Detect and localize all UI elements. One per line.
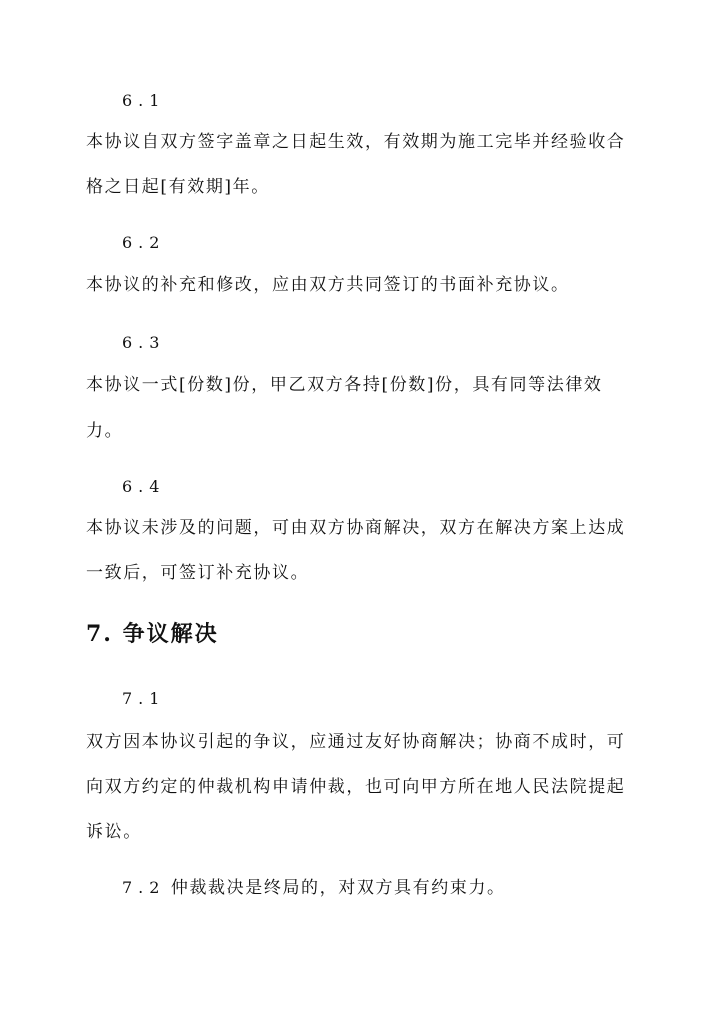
clause-7-2-text: 仲裁裁决是终局的，对双方具有约束力。 — [170, 878, 506, 898]
clause-6-3-line-2: 力。 — [86, 421, 124, 441]
clause-number-6-3: 6.3 — [122, 333, 166, 352]
clause-7-1-line-1: 双方因本协议引起的争议，应通过友好协商解决；协商不成时，可 — [86, 732, 626, 752]
clause-number-6-4: 6.4 — [122, 477, 166, 496]
clause-number-6-2: 6.2 — [122, 233, 166, 252]
clause-number-7-1: 7.1 — [122, 689, 166, 708]
clause-6-1-line-2: 格之日起[有效期]年。 — [86, 177, 270, 197]
clause-7-1-line-3: 诉讼。 — [86, 822, 142, 842]
clause-7-2 — [122, 877, 506, 899]
clause-number-6-1: 6.1 — [122, 91, 166, 110]
clause-6-4-line-2: 一致后，可签订补充协议。 — [86, 563, 310, 583]
clause-6-2-line-1: 本协议的补充和修改，应由双方共同签订的书面补充协议。 — [86, 275, 570, 295]
section-heading-7: 7. 争议解决 — [86, 621, 219, 647]
clause-number-7-2: 7.2 — [122, 878, 166, 897]
clause-6-1-line-1: 本协议自双方签字盖章之日起生效，有效期为施工完毕并经验收合 — [86, 132, 626, 152]
clause-6-3-line-1: 本协议一式[份数]份，甲乙双方各持[份数]份，具有同等法律效 — [86, 375, 603, 395]
clause-6-4-line-1: 本协议未涉及的问题，可由双方协商解决，双方在解决方案上达成 — [86, 518, 626, 538]
clause-7-1-line-2: 向双方约定的仲裁机构申请仲裁，也可向甲方所在地人民法院提起 — [86, 777, 626, 797]
